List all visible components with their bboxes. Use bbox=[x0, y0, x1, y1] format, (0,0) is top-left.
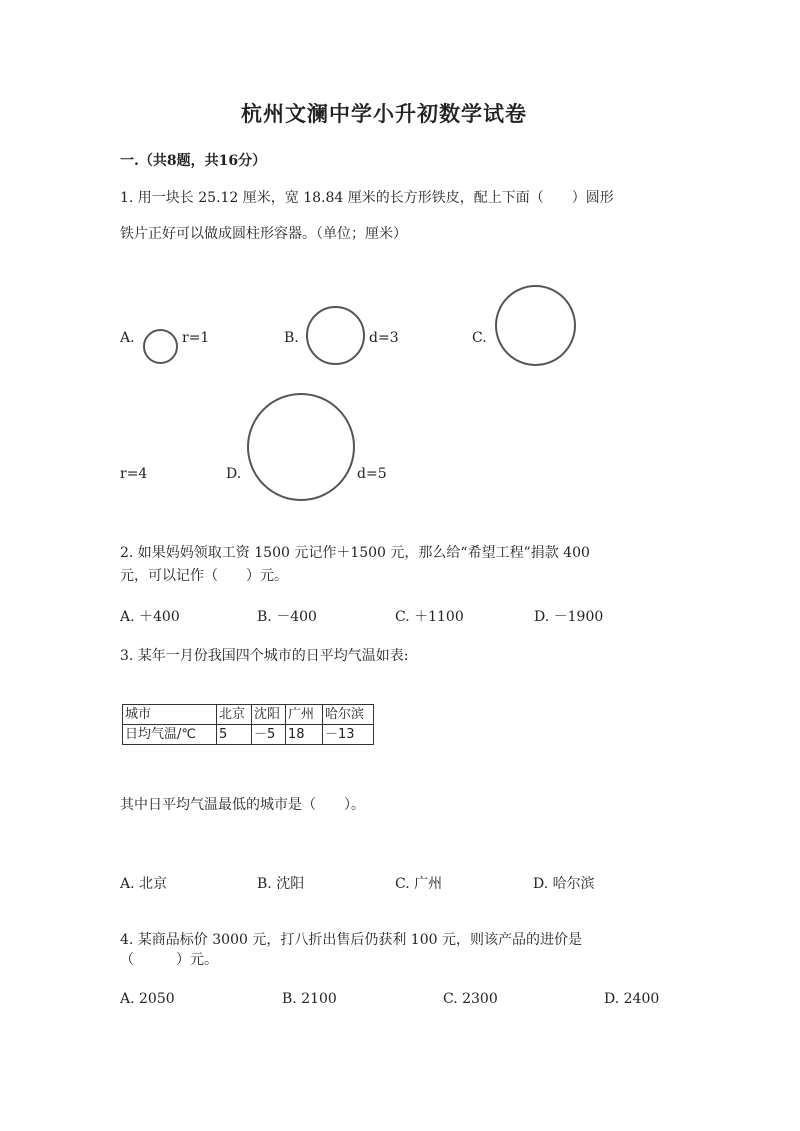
table-cell: 5 bbox=[217, 725, 252, 745]
q1-option-a-letter[interactable]: A. bbox=[120, 330, 135, 346]
q2-option-d[interactable]: D. －1900 bbox=[534, 609, 604, 625]
q1-option-d-label: d=5 bbox=[357, 466, 387, 482]
table-cell: 沈阳 bbox=[252, 705, 286, 725]
table-cell: －5 bbox=[252, 725, 286, 745]
table-header-row bbox=[123, 705, 374, 725]
page-title: 杭州文澜中学小升初数学试卷 bbox=[241, 101, 527, 126]
q3-option-b[interactable]: B. 沈阳 bbox=[257, 876, 305, 892]
q3-option-c[interactable]: C. 广州 bbox=[395, 876, 443, 892]
q1-option-d-letter[interactable]: D. bbox=[226, 466, 242, 482]
q1-option-c-letter[interactable]: C. bbox=[472, 330, 487, 346]
q3-question: 其中日平均气温最低的城市是（ ）。 bbox=[120, 797, 365, 813]
q4-option-b[interactable]: B. 2100 bbox=[282, 991, 337, 1007]
table-cell: 日均气温/℃ bbox=[123, 725, 217, 745]
q1-text-line1: 1. 用一块长 25.12 厘米，宽 18.84 厘米的长方形铁皮，配上下面（ ）圆形 bbox=[120, 190, 614, 206]
table-cell: 广州 bbox=[286, 705, 323, 725]
section-heading: 一.（共8题，共16分） bbox=[120, 153, 267, 169]
table-row bbox=[123, 725, 374, 745]
q1-option-d-circle bbox=[247, 393, 355, 501]
q1-option-b-label: d=3 bbox=[369, 330, 399, 346]
q2-option-b[interactable]: B. －400 bbox=[257, 609, 317, 625]
q2-option-c[interactable]: C. ＋1100 bbox=[395, 609, 464, 625]
table-cell: 北京 bbox=[217, 705, 252, 725]
q2-text-line2: 元，可以记作（ ）元。 bbox=[120, 568, 288, 584]
q1-option-b-circle bbox=[306, 306, 365, 365]
q1-option-c-label: r=4 bbox=[120, 466, 148, 482]
q1-option-a-circle bbox=[143, 329, 178, 364]
q1-option-b-letter[interactable]: B. bbox=[284, 330, 299, 346]
q2-text-line1: 2. 如果妈妈领取工资 1500 元记作＋1500 元，那么给“希望工程”捐款 400 bbox=[120, 545, 590, 561]
table-cell: 哈尔滨 bbox=[323, 705, 374, 725]
q3-option-a[interactable]: A. 北京 bbox=[120, 876, 168, 892]
table-cell: －13 bbox=[323, 725, 374, 745]
q4-text-line2: （ ）元。 bbox=[120, 952, 218, 968]
q3-text: 3. 某年一月份我国四个城市的日平均气温如表: bbox=[120, 648, 409, 664]
q1-option-a-label: r=1 bbox=[182, 330, 210, 346]
q4-text-line1: 4. 某商品标价 3000 元，打八折出售后仍获利 100 元，则该产品的进价是 bbox=[120, 932, 582, 948]
q1-text-line2: 铁片正好可以做成圆柱形容器。（单位；厘米） bbox=[120, 226, 407, 242]
q4-option-c[interactable]: C. 2300 bbox=[443, 991, 498, 1007]
q3-option-d[interactable]: D. 哈尔滨 bbox=[533, 876, 595, 892]
q1-option-c-circle bbox=[495, 285, 576, 366]
table-cell: 18 bbox=[286, 725, 323, 745]
table-cell: 城市 bbox=[123, 705, 217, 725]
q2-option-a[interactable]: A. ＋400 bbox=[120, 609, 180, 625]
temperature-table bbox=[122, 704, 374, 745]
q4-option-a[interactable]: A. 2050 bbox=[120, 991, 175, 1007]
q4-option-d[interactable]: D. 2400 bbox=[604, 991, 660, 1007]
